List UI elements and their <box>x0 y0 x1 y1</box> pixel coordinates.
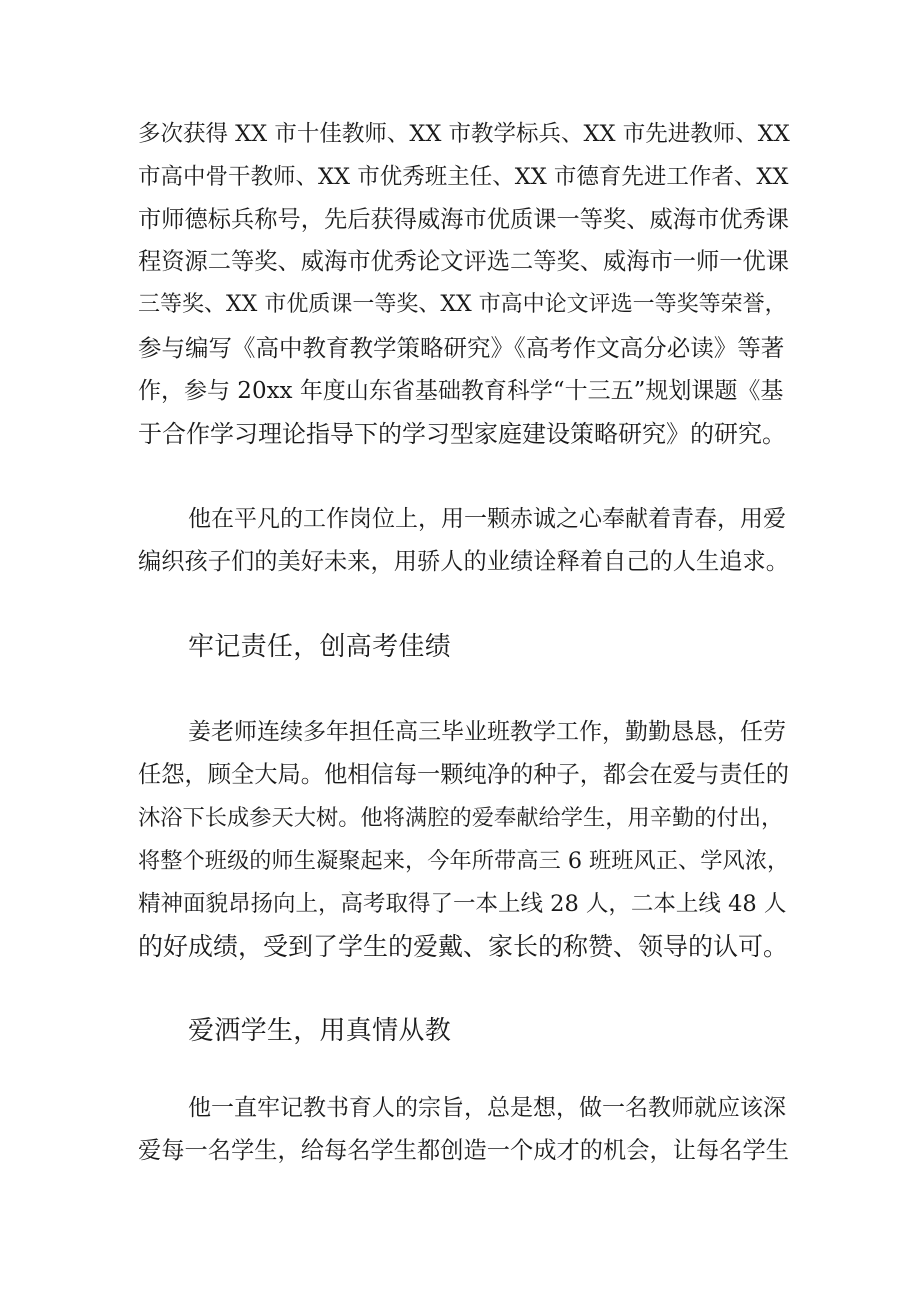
paragraph-3-line-1: 姜老师连续多年担任高三毕业班教学工作，勤勤恳恳，任劳 <box>188 719 786 745</box>
paragraph-1-line-7: 作，参与 20xx 年度山东省基础教育科学“十三五”规划课题《基 <box>138 378 784 404</box>
paragraph-3-line-5: 精神面貌昂扬向上，高考取得了一本上线 28 人，二本上线 48 人 <box>138 891 787 917</box>
paragraph-3-line-4: 将整个班级的师生凝聚起来，今年所带高三 6 班班风正、学风浓， <box>138 848 790 874</box>
paragraph-4-line-1: 他一直牢记教书育人的宗旨，总是想，做一名教师就应该深 <box>188 1095 786 1121</box>
paragraph-1-line-8: 于合作学习理论指导下的学习型家庭建设策略研究》的研究。 <box>138 420 786 448</box>
paragraph-1-line-4: 程资源二等奖、威海市优秀论文评选二等奖、威海市一师一优课 <box>138 248 790 275</box>
paragraph-2-line-1: 他在平凡的工作岗位上，用一颗赤诚之心奉献着青春，用爱 <box>188 506 786 532</box>
paragraph-1-line-3: 市师德标兵称号，先后获得威海市优质课一等奖、威海市优秀课 <box>138 206 790 233</box>
paragraph-1-line-5: 三等奖、XX 市优质课一等奖、XX 市高中论文评选一等奖等荣誉， <box>138 292 787 317</box>
section-heading-love-students: 爱洒学生，用真情从教 <box>188 1016 452 1046</box>
paragraph-3-line-3: 沐浴下长成参天大树。他将满腔的爱奉献给学生，用辛勤的付出， <box>138 805 784 831</box>
paragraph-1-line-1: 多次获得 XX 市十佳教师、XX 市教学标兵、XX 市先进教师、XX <box>138 121 790 147</box>
paragraph-2-line-2: 编织孩子们的美好未来，用骄人的业绩诠释着自己的人生追求。 <box>138 548 790 575</box>
paragraph-4-line-2: 爱每一名学生，给每名学生都创造一个成才的机会，让每名学生 <box>138 1137 790 1164</box>
paragraph-1-line-2: 市高中骨干教师、XX 市优秀班主任、XX 市德育先进工作者、XX <box>138 164 789 190</box>
paragraph-3-line-6: 的好成绩，受到了学生的爱戴、家长的称赞、领导的认可。 <box>138 932 789 961</box>
paragraph-1-line-6: 参与编写《高中教育教学策略研究》《高考作文高分必读》等著 <box>138 334 785 362</box>
section-heading-responsibility: 牢记责任，创高考佳绩 <box>188 632 452 662</box>
paragraph-3-line-2: 任怨，顾全大局。他相信每一颗纯净的种子，都会在爱与责任的 <box>138 761 790 788</box>
